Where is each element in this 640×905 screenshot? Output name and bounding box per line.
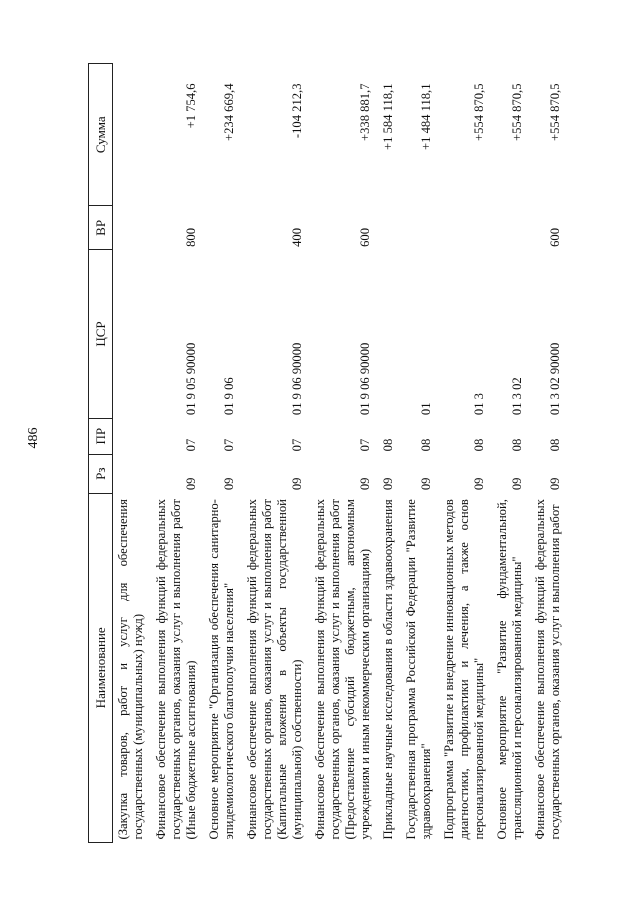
header-rz: Рз [89,454,113,493]
cell-sum: +554 870,5 [548,83,562,141]
table-row [239,64,307,843]
cell-name: Основное мероприятие "Организация обеспечения санитарно-эпидемиологического благополучия населения" [207,499,236,840]
cell-sum: +234 669,4 [222,83,236,141]
cell-csr: 01 9 05 90000 [184,342,198,416]
table-row [148,64,201,843]
cell-name: Финансовое обеспечение выполнения функций федеральных государственных органов, оказания услуг и выполнения работ [533,499,562,840]
budget-table [88,63,565,843]
cell-name: Финансовое обеспечение выполнения функций федеральных государственных органов, оказания услуг и выполнения работ (Предоставление субсидий бюджетным, автономным учреждениям и иным некоммерческим организациям) [313,499,372,840]
cell-rz [113,454,149,493]
table-row [489,64,527,843]
cell-vr: 400 [290,227,304,247]
cell-csr: 01 9 06 90000 [290,342,304,416]
cell-sum [113,64,149,206]
cell-rz: 09 [184,477,198,491]
cell-sum: +554 870,5 [510,83,524,141]
cell-csr: 01 3 [472,393,486,416]
cell-vr [375,206,398,250]
cell-pr: 08 [510,438,524,452]
budget-table-rotated [88,63,588,843]
cell-name: Финансовое обеспечение выполнения функций федеральных государственных органов, оказания услуг и выполнения работ (Иные бюджетные ассигнования) [154,499,198,840]
cell-rz: 09 [548,477,562,491]
cell-vr: 600 [358,227,372,247]
cell-pr: 07 [222,438,236,452]
cell-csr: 01 [419,402,433,416]
cell-csr: 01 9 06 90000 [358,342,372,416]
cell-vr [113,206,149,250]
cell-name: Подпрограмма "Развитие и внедрение инновационных методов диагностики, профилактики и лечения, а также основ персонализированной медицины" [442,499,486,840]
cell-csr: 01 9 06 [222,377,236,416]
cell-pr: 07 [358,438,372,452]
cell-vr [201,206,239,250]
cell-name: Основное мероприятие "Развитие фундаментальной, трансляционной и персонализированной медицины" [495,499,524,840]
header-name: Наименование [89,493,113,842]
table-row [375,64,398,843]
cell-vr: 600 [548,227,562,247]
header-vr: ВР [89,206,113,250]
cell-sum: +338 881,7 [358,83,372,141]
cell-rz: 09 [381,477,395,491]
cell-rz: 09 [222,477,236,491]
table-row [398,64,436,843]
cell-pr [113,418,149,454]
cell-vr [398,206,436,250]
cell-pr: 07 [290,438,304,452]
cell-pr: 08 [548,438,562,452]
cell-name: Финансовое обеспечение выполнения функций федеральных государственных органов, оказания услуг и выполнения работ (Капитальные вложения в объекты государственной (муниципальной) собственности) [245,499,304,840]
cell-name: Государственная программа Российской Федерации "Развитие здравоохранения" [404,499,433,840]
cell-sum: -104 212,3 [290,83,304,139]
cell-pr: 07 [184,438,198,452]
table-row [527,64,565,843]
cell-pr: 08 [381,438,395,452]
page-number: 486 [26,427,41,449]
cell-csr: 01 3 02 [510,377,524,416]
cell-rz: 09 [472,477,486,491]
table-header-row [89,64,113,843]
cell-rz: 09 [290,477,304,491]
cell-csr: 01 3 02 90000 [548,342,562,416]
table-body [113,64,566,843]
header-csr: ЦСР [89,250,113,418]
cell-pr: 08 [472,438,486,452]
cell-name: (Закупка товаров, работ и услуг для обеспечения государственных (муниципальных) нужд) [116,499,145,840]
cell-pr: 08 [419,438,433,452]
cell-sum: +554 870,5 [472,83,486,141]
cell-rz: 09 [510,477,524,491]
table-row [436,64,489,843]
header-sum: Сумма [89,64,113,206]
cell-vr [436,206,489,250]
cell-sum: +1 754,6 [184,83,198,129]
cell-name: Прикладные научные исследования в области здравоохранения [381,499,395,840]
table-row [201,64,239,843]
cell-sum: +1 484 118,1 [419,83,433,150]
cell-vr [489,206,527,250]
cell-vr: 800 [184,227,198,247]
header-pr: ПР [89,418,113,454]
cell-csr [113,250,149,418]
cell-rz: 09 [358,477,372,491]
table-row [113,64,149,843]
table-row [307,64,375,843]
cell-rz: 09 [419,477,433,491]
cell-sum: +1 584 118,1 [381,83,395,150]
cell-csr [375,250,398,418]
